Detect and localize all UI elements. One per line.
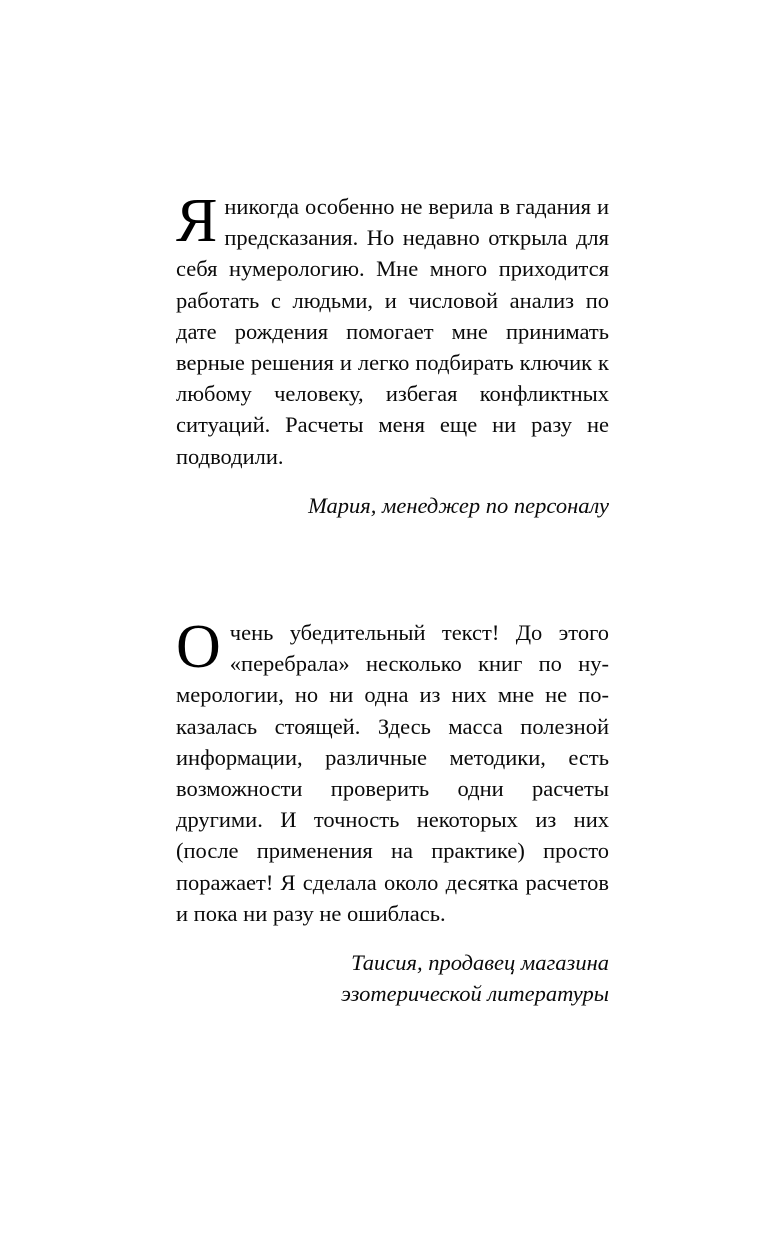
testimonial-2-body <box>176 613 609 929</box>
testimonial-1-body <box>176 187 609 472</box>
attribution-line: эзотерической литературы <box>341 981 609 1007</box>
testimonial-2-text: чень убедительный текст! До этого «перебрала» несколько книг по нумерологии, но ни одна из них мне не показалась стоящей. Здесь масса полезной информации, различные методики, есть возможности проверить одни расчеты другими. И точность некоторых из них (после применения на практике) просто поражает! Я сделала около десятка расчетов и пока ни разу не ошиблась. <box>176 620 609 926</box>
testimonial-1-attribution <box>176 490 609 521</box>
text-column <box>176 187 609 1009</box>
attribution-line: Мария, менеджер по персоналу <box>308 492 609 518</box>
testimonial-2-attribution <box>176 947 609 1009</box>
testimonial-1 <box>176 187 609 521</box>
dropcap-letter-1: Я <box>176 187 218 255</box>
attribution-line: Таисия, продавец магазина <box>351 950 609 976</box>
testimonial-2 <box>176 613 609 1009</box>
dropcap-letter-2: О <box>176 613 221 682</box>
testimonial-1-text: никогда особенно не верила в гадания и предсказания. Но недавно открыла для себя нумерологию. Мне много приходится работать с людьми, и числовой анализ по дате рождения помогает мне принимать верные решения и легко подбирать ключик к любому человеку, избегая конфликтных ситуаций. Расчеты меня еще ни разу не подводили. <box>176 194 609 469</box>
